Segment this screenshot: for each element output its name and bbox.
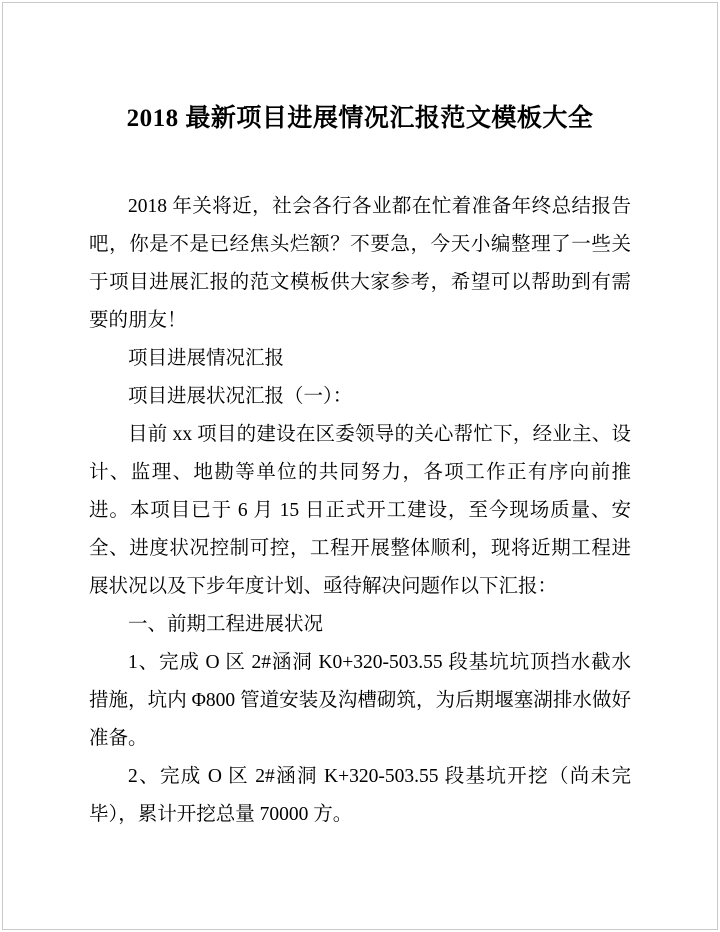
intro-paragraph: 2018 年关将近，社会各行各业都在忙着准备年终总结报告吧，你是不是已经焦头烂额？不要急，今天小编整理了一些关于项目进展汇报的范文模板供大家参考，希望可以帮助到有需要的朋友！ — [89, 195, 631, 331]
section-label-report-one: 项目进展状况汇报（一）： — [128, 385, 353, 407]
document-page — [2, 2, 718, 930]
section-label-report: 项目进展情况汇报 — [128, 347, 285, 369]
document-title: 2018 最新项目进展情况汇报范文模板大全 — [126, 105, 594, 132]
list-item-2: 2、完成 O 区 2#涵洞 K+320-503.55 段基坑开挖（尚未完毕），累计开挖总量 70000 方。 — [89, 765, 631, 825]
list-item-1: 1、完成 O 区 2#涵洞 K0+320-503.55 段基坑坑顶挡水截水措施，坑内 Φ800 管道安装及沟槽砌筑，为后期堰塞湖排水做好准备。 — [89, 651, 631, 749]
body-paragraph-overview: 目前 xx 项目的建设在区委领导的关心帮忙下，经业主、设计、监理、地勘等单位的共同努力，各项工作正有序向前推进。本项目已于 6 月 15 日正式开工建设，至今现场质量、安全、进度状况控制可控，工程开展整体顺利，现将近期工程进展状况以及下步年度计划、亟待解决问题作以下汇报： — [89, 423, 631, 597]
section-heading-progress: 一、前期工程进展状况 — [128, 613, 324, 635]
